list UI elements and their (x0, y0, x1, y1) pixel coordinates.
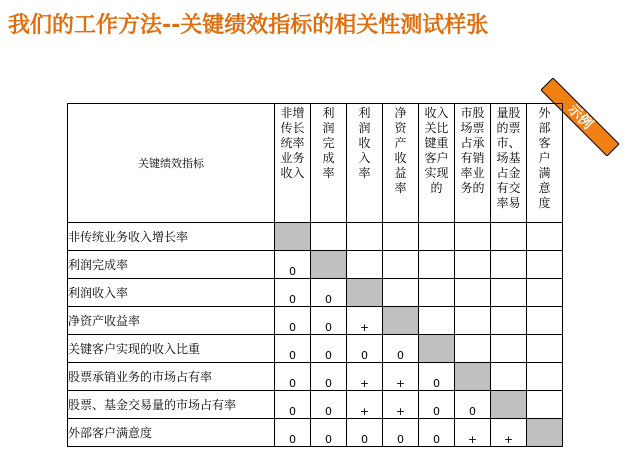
row-label: 净资产收益率 (68, 307, 275, 335)
table-cell: 0 (347, 419, 383, 447)
diagonal-cell (383, 307, 419, 335)
column-header: 非增传长统率业务收入 (275, 104, 311, 223)
table-cell: 0 (455, 391, 491, 419)
table-cell (491, 251, 527, 279)
column-header: 外部客户满意度 (527, 104, 563, 223)
table-cell (491, 363, 527, 391)
table-cell: 0 (311, 335, 347, 363)
table-cell: + (347, 363, 383, 391)
table-cell: 0 (275, 391, 311, 419)
table-cell: 0 (419, 419, 455, 447)
table-cell: 0 (419, 391, 455, 419)
table-cell (455, 335, 491, 363)
row-label: 利润完成率 (68, 251, 275, 279)
table-cell (419, 307, 455, 335)
table-row (68, 279, 563, 307)
corner-label: 关键绩效指标 (68, 104, 275, 223)
table-cell (383, 279, 419, 307)
table-cell (527, 223, 563, 251)
table-cell: + (347, 391, 383, 419)
table-cell (455, 251, 491, 279)
table-row (68, 363, 563, 391)
column-header: 量股的票市、场基占金有交率易 (491, 104, 527, 223)
column-header: 利润完成率 (311, 104, 347, 223)
table-cell: + (491, 419, 527, 447)
table-cell (347, 251, 383, 279)
table-cell: 0 (383, 419, 419, 447)
table-cell (455, 279, 491, 307)
table-cell: 0 (275, 279, 311, 307)
column-header: 利润收入率 (347, 104, 383, 223)
table-cell (527, 307, 563, 335)
table-cell: 0 (419, 363, 455, 391)
row-label: 股票承销业务的市场占有率 (68, 363, 275, 391)
diagonal-cell (275, 223, 311, 251)
table-cell (311, 223, 347, 251)
table-row (68, 391, 563, 419)
table-cell (455, 223, 491, 251)
diagonal-cell (311, 251, 347, 279)
table-cell (419, 279, 455, 307)
table-cell: 0 (275, 419, 311, 447)
table-cell: 0 (311, 363, 347, 391)
table-row (68, 307, 563, 335)
table-cell (347, 223, 383, 251)
table-cell (491, 279, 527, 307)
table-cell (491, 307, 527, 335)
table-cell (491, 335, 527, 363)
row-label: 股票、基金交易量的市场占有率 (68, 391, 275, 419)
table-cell: + (383, 391, 419, 419)
table-row (68, 419, 563, 447)
table-cell: 0 (383, 335, 419, 363)
table-cell (527, 251, 563, 279)
table-cell: 0 (275, 363, 311, 391)
table-cell: + (383, 363, 419, 391)
table-cell (527, 279, 563, 307)
table-row (68, 335, 563, 363)
diagonal-cell (527, 419, 563, 447)
diagonal-cell (347, 279, 383, 307)
table-cell (383, 223, 419, 251)
table-cell (491, 223, 527, 251)
kpi-correlation-table (67, 103, 563, 447)
column-header: 收入关比键重客户实现的 (419, 104, 455, 223)
table-cell: 0 (275, 307, 311, 335)
table-header-row (68, 104, 563, 223)
table-cell (419, 223, 455, 251)
table-row (68, 251, 563, 279)
table-cell: 0 (311, 419, 347, 447)
table-body (68, 223, 563, 447)
table-cell (527, 363, 563, 391)
table-cell: 0 (311, 279, 347, 307)
row-label: 外部客户满意度 (68, 419, 275, 447)
table-cell: 0 (275, 335, 311, 363)
table-row (68, 223, 563, 251)
table-cell: + (347, 307, 383, 335)
column-header: 市股场票占承有销率业务的 (455, 104, 491, 223)
table-cell: 0 (275, 251, 311, 279)
column-header: 净资产收益率 (383, 104, 419, 223)
diagonal-cell (419, 335, 455, 363)
table-cell: 0 (311, 307, 347, 335)
diagonal-cell (455, 363, 491, 391)
row-label: 关键客户实现的收入比重 (68, 335, 275, 363)
table-cell: + (455, 419, 491, 447)
table-cell (455, 307, 491, 335)
table-cell: 0 (311, 391, 347, 419)
table-cell (527, 335, 563, 363)
row-label: 利润收入率 (68, 279, 275, 307)
stamp-label: 示例 (564, 101, 596, 133)
table-cell (383, 251, 419, 279)
diagonal-cell (491, 391, 527, 419)
table-cell (419, 251, 455, 279)
row-label: 非传统业务收入增长率 (68, 223, 275, 251)
table-cell (527, 391, 563, 419)
table-cell: 0 (347, 335, 383, 363)
page-title: 我们的工作方法--关键绩效指标的相关性测试样张 (8, 13, 489, 38)
